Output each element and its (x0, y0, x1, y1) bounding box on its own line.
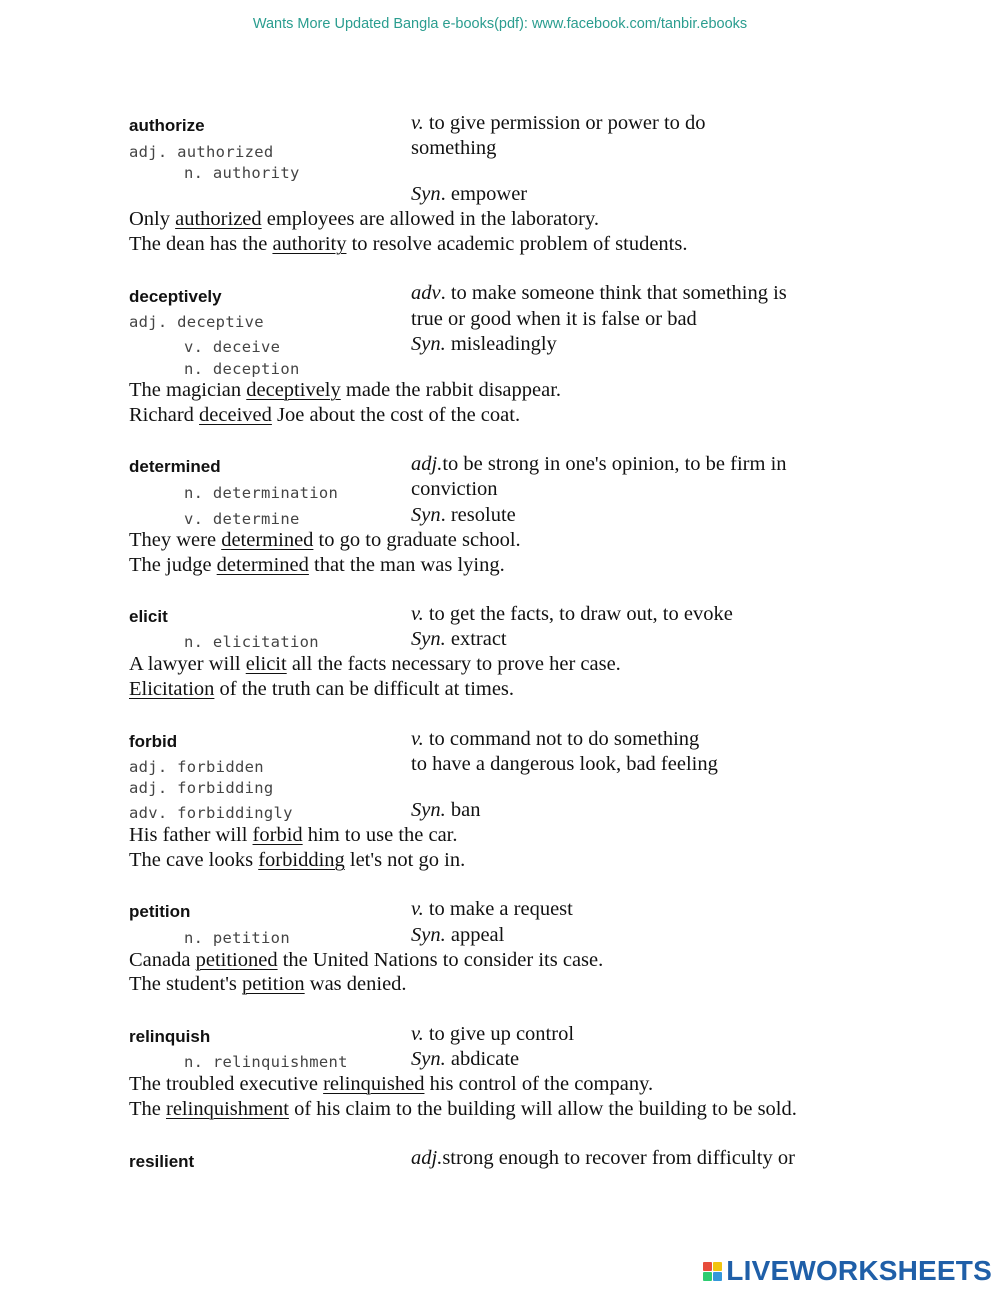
synonym: Syn. misleadingly (411, 333, 557, 355)
synonym: Syn. abdicate (411, 1048, 520, 1070)
example-sentence: The cave looks forbidding let's not go in. (129, 849, 466, 871)
word-form: v. deceive (184, 338, 281, 356)
underlined-word: petition (242, 973, 305, 995)
word-form: n. deception (184, 360, 300, 378)
word-form: n. petition (184, 929, 290, 947)
part-of-speech: adv (411, 282, 441, 304)
synonym-label: Syn. (411, 333, 446, 355)
synonym-label: Syn. (411, 1048, 446, 1070)
underlined-word: authority (272, 233, 347, 255)
underlined-word: Elicitation (129, 678, 215, 700)
example-sentence: The dean has the authority to resolve academic problem of students. (129, 233, 688, 255)
underlined-word: relinquished (323, 1073, 425, 1095)
headword-deceptively: deceptively (129, 287, 222, 306)
definition: adj.strong enough to recover from difficulty or (411, 1147, 795, 1169)
logo-square (703, 1272, 712, 1281)
word-form: adj. authorized (129, 143, 274, 161)
example-sentence: Elicitation of the truth can be difficult at times. (129, 678, 515, 700)
headword-authorize: authorize (129, 116, 205, 135)
word-form: adj. deceptive (129, 313, 264, 331)
part-of-speech: v. (411, 603, 424, 625)
definition-continued: true or good when it is false or bad (411, 308, 697, 330)
word-form: adj. forbidding (129, 779, 274, 797)
headword-relinquish: relinquish (129, 1027, 211, 1046)
synonym-label: Syn. (411, 924, 446, 946)
headword-resilient: resilient (129, 1152, 195, 1171)
headword-elicit: elicit (129, 607, 168, 626)
headword-determined: determined (129, 457, 221, 476)
synonym-label: Syn. (411, 628, 446, 650)
definition: v. to command not to do something (411, 728, 700, 750)
definition-continued: to have a dangerous look, bad feeling (411, 753, 718, 775)
liveworksheets-logo-icon (703, 1262, 722, 1281)
definition-continued: conviction (411, 478, 498, 500)
word-form: n. authority (184, 164, 300, 182)
synonym: Syn. ban (411, 799, 481, 821)
underlined-word: deceptively (246, 379, 341, 401)
headword-forbid: forbid (129, 732, 178, 751)
definition: adj.to be strong in one's opinion, to be firm in (411, 453, 787, 475)
example-sentence: Canada petitioned the United Nations to consider its case. (129, 949, 604, 971)
synonym-label: Syn (411, 183, 441, 205)
definition: v. to make a request (411, 898, 573, 920)
example-sentence: A lawyer will elicit all the facts necessary to prove her case. (129, 653, 621, 675)
part-of-speech: v. (411, 728, 424, 750)
definition: adv. to make someone think that something is (411, 282, 787, 304)
example-sentence: The judge determined that the man was lying. (129, 554, 505, 576)
synonym: Syn. resolute (411, 504, 516, 526)
underlined-word: determined (216, 554, 309, 576)
word-form: adv. forbiddingly (129, 804, 293, 822)
part-of-speech: v. (411, 898, 424, 920)
header-link-text: Wants More Updated Bangla e-books(pdf): www.facebook.com/tanbir.ebooks (252, 16, 748, 32)
synonym: Syn. appeal (411, 924, 505, 946)
example-sentence: Only authorized employees are allowed in the laboratory. (129, 208, 599, 230)
word-form: v. determine (184, 510, 300, 528)
logo-square (703, 1262, 712, 1271)
underlined-word: authorized (175, 208, 262, 230)
synonym-label: Syn. (411, 799, 446, 821)
part-of-speech: v. (411, 112, 424, 134)
part-of-speech: adj. (411, 1147, 443, 1169)
example-sentence: The magician deceptively made the rabbit disappear. (129, 379, 562, 401)
underlined-word: forbid (252, 824, 303, 846)
example-sentence: The relinquishment of his claim to the building will allow the building to be sold. (129, 1098, 797, 1120)
underlined-word: elicit (245, 653, 287, 675)
definition-continued: something (411, 137, 497, 159)
synonym: Syn. empower (411, 183, 528, 205)
synonym-label: Syn (411, 504, 441, 526)
example-sentence: The student's petition was denied. (129, 973, 407, 995)
underlined-word: determined (221, 529, 314, 551)
word-form: n. determination (184, 484, 339, 502)
logo-square (713, 1262, 722, 1271)
underlined-word: relinquishment (166, 1098, 289, 1120)
headword-petition: petition (129, 902, 191, 921)
synonym: Syn. extract (411, 628, 507, 650)
part-of-speech: v. (411, 1023, 424, 1045)
word-form: n. relinquishment (184, 1053, 348, 1071)
word-form: n. elicitation (184, 633, 319, 651)
example-sentence: His father will forbid him to use the car. (129, 824, 458, 846)
part-of-speech: adj. (411, 453, 443, 475)
word-form: adj. forbidden (129, 758, 264, 776)
underlined-word: deceived (199, 404, 272, 426)
example-sentence: They were determined to go to graduate school. (129, 529, 521, 551)
liveworksheets-logo (703, 1257, 992, 1285)
underlined-word: forbidding (258, 849, 345, 871)
definition: v. to give permission or power to do (411, 112, 706, 134)
definition: v. to get the facts, to draw out, to evoke (411, 603, 733, 625)
example-sentence: Richard deceived Joe about the cost of the coat. (129, 404, 521, 426)
logo-square (713, 1272, 722, 1281)
liveworksheets-logo-text: LIVEWORKSHEETS (726, 1255, 992, 1286)
example-sentence: The troubled executive relinquished his control of the company. (129, 1073, 654, 1095)
definition: v. to give up control (411, 1023, 575, 1045)
underlined-word: petitioned (195, 949, 278, 971)
